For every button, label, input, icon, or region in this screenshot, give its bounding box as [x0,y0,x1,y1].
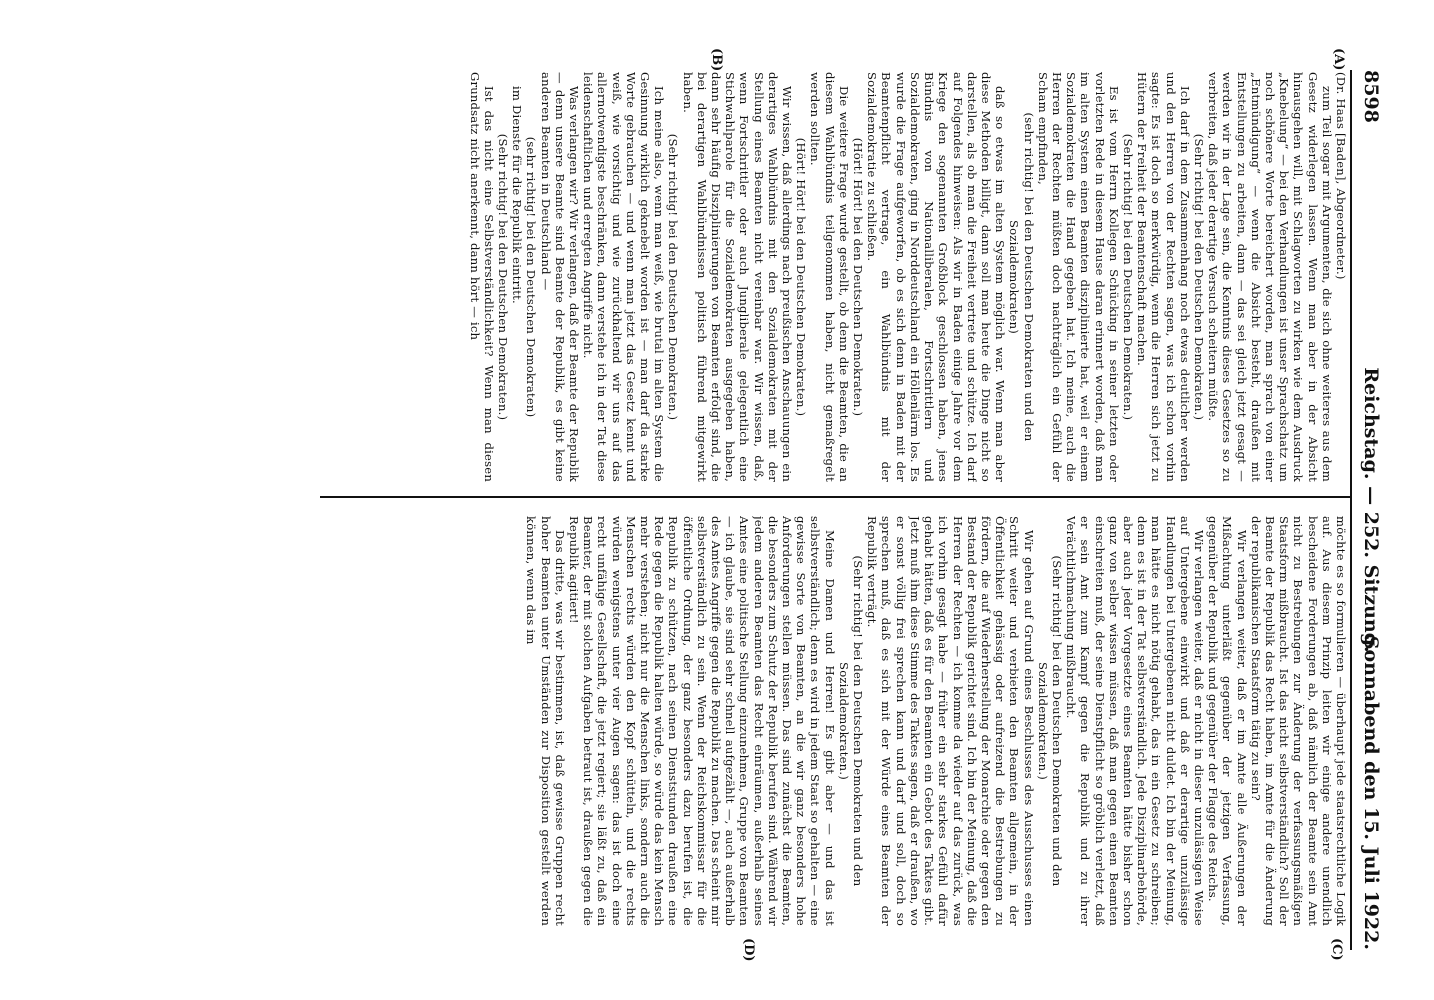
paragraph: Was verlangen wir? Wir verlangen, daß der Beamte der Republik — denn unsere Beamte sind Beamte der Republik, es gibt keine anderen Beamten in Deutschland — [538,72,582,482]
paragraph: Ich darf in dem Zusammenhang noch etwas deutlicher werden und den Herren von der Rechten sagen, was ich schon vorhin sagte: Es ist doch so merkwürdig, wenn die Herren sich jetzt zu Hütern der Freiheit der Beamtenschaft machen. [1135,72,1192,482]
margin-mark-d: (D) [741,938,756,962]
interjection: (Hört! Hört! bei den Deutschen Demokraten.) [794,137,809,417]
paragraph: Wir verlangen weiter, daß er im Amte alle Äußerungen der Mißachtung unterläßt gegenüber der jetzigen Verfassung, gegenüber der Republik und gegenüber der Flagge des Reichs. [1206,516,1249,926]
paragraph: Ist das nicht eine Selbstverständlichkeit? Wenn man diesen Grundsatz nicht anerkennt, dann hört — ich [467,72,496,482]
interjection: (Sehr richtig! bei den Deutschen Demokraten und den Sozialdemokraten.) [836,555,866,887]
interjection: (Sehr richtig! bei den Deutschen Demokraten.) [496,133,511,421]
paragraph: Ich meine also, wenn man weiß, wie brutal im alten System die Gesinnung wirklich geknebelt worden ist — man darf da starke Worte gebrauchen — und wenn man jetzt das Gesetz kennt und weiß, wie vorsichtig und wie zurückhaltend wir uns auf das allernotwendigste beschränken, dann verstehe ich in der Tat diese leidenschaftlichen und erregten Angriffe nicht. [581,72,667,482]
paragraph: Meine Damen und Herren! Es gibt aber — und das ist selbstverständlich; denn es wird in jedem Staat so gehalten — eine gewisse Sorte von Beamten, an die wir ganz besonders hohe Anforderungen stellen müssen. Das sind zunächst die Beamten, die besonders zum Schutz der Republik berufen sind. Während wir jedem anderen Beamten das Recht einräumen, außerhalb seines Amtes eine politische Stellung einzunehmen, Gruppe von Beamten — ich glaube, sie sind sehr schnell aufgezählt —, auch außerhalb des Amtes Angriffe gegen die Republik zu machen. Das scheint mir selbstverständlich zu sein. Wenn der Reichskommissar für die öffentliche Ordnung, der ganz besonders dazu berufen ist, die Republik zu schützen, nach seinen Dienststunden draußen eine Rede gegen die Republik halten würde, so würde das kein Mensch mehr verstehen; nicht nur die Menschen links, sondern auch die Menschen rechts würden den Kopf schütteln, und die rechts würden wenigstens unter vier Augen sagen: das ist doch eine recht unfähige Gesellschaft, die jetzt regiert; sie läßt zu, daß ein Beamter, der mit solchen Aufgaben betraut ist, draußen gegen die Republik agitiert! [567,516,837,926]
margin-mark-a: (A) [1331,48,1346,71]
paragraph: Wir verlangen weiter, daß er nicht in dieser unzulässigen Weise auf Untergebene einwirkt und daß er derartige unzulässige Handlungen bei Untergebenen nicht duldet. Ich bin der Meinung, man hätte es nicht nötig gehabt, das in ein Gesetz zu schreiben; denn es ist in der Tat selbstverständlich. Jede Disziplinarbehörde, aber auch jeder Vorgesetzte eines Beamten hätte bisher schon ganz von selber wissen müssen, daß man gegen einen Beamten einschreiten muß, der seine Dienstpflicht so gröblich verletzt, daß er sein Amt zum Kampf gegen die Republik und zu ihrer Verächtlichmachung mißbraucht. [1064,516,1206,926]
paragraph: daß so etwas im alten System möglich war. Wenn man aber diese Methoden billigt, dann soll man heute die Dinge nicht so darstellen, als ob man die Freiheit vertrete und schütze. Ich darf auf Folgendes hinweisen: Als wir in Baden einige Jahre vor dem Kriege den sogenannten Großblock geschlossen haben, jenes Bündnis von Nationalliberalen, Fortschrittlern und Sozialdemokraten, ging in Norddeutschland ein Höllenlärm los. Es wurde die Frage aufgeworfen, ob es sich denn in Baden mit der Beamtenpflicht vertrage, ein Wahlbündnis mit der Sozialdemokratie zu schließen. [865,72,1008,482]
interjection: (Sehr richtig! bei den Deutschen Demokraten.) [1191,133,1206,421]
interjection: (sehr richtig! bei den Deutschen Demokraten) [524,136,539,418]
paragraph: möchte es so formulieren — überhaupt jede staatsrechtliche Logik auf. Aus diesem Prinzip leiten wir einige andere unendlich bescheidene Forderungen ab, daß nämlich der Beamte sein Amt nicht zu Bestrebungen zur Änderung der verfassungsmäßigen Staatsform mißbraucht. Ist das nicht selbstverständlich? Soll der Beamte der Republik das Recht haben, im Amte für die Änderung der republikanischen Staatsform tätig zu sein? [1248,516,1348,926]
margin-mark-b: (B) [709,48,724,72]
right-column [288,516,1348,926]
paragraph: zum Teil sogar mit Argumenten, die sich ohne weiteres aus dem Gesetz widerlegen lassen. Wenn man aber in der Absicht hinausgehen will, mit Schlagworten zu wirken wie dem Ausdruck „Knebelung“ — bei den Verhandlungen ist unser Sprachschatz um noch schönere Worte bereichert worden, man sprach von einer „Entmündigung“ — wenn die Absicht besteht, draußen mit Entstellungen zu arbeiten, dann — das sei gleich jetzt gesagt — werden wir in der Lage sein, die Kenntnis dieses Gesetzes so zu verbreiten, daß jeder derartige Versuch scheitern müßte. [1206,72,1334,482]
margin-mark-c: (C) [1329,938,1344,961]
paragraph: (Dr. Haas [Baden], Abgeordneter.) [1334,72,1348,280]
interjection: (Hört! Hört! bei den Deutschen Demokraten.) [851,137,866,417]
paragraph: im Dienste für die Republik eintritt. [510,86,525,304]
page-header [1350,70,1392,950]
paragraph: Wir gehen auf Grund eines Beschlusses des Ausschusses einen Schritt weiter und verbieten den Beamten allgemein, in der Öffentlichkeit gehässig oder aufreizend die Bestrebungen zu fördern, die auf Wiederherstellung der Monarchie oder gegen den Bestand der Republik gerichtet sind. Ich bin der Meinung, daß die Herren der Rechten — ich komme da wieder auf das zurück, was ich vorhin gesagt habe — früher ein sehr starkes Gefühl dafür gehabt hätten, daß es für den Beamten ein Gebot des Taktes gibt. Jetzt muß ihm diese Stimme des Taktes sagen, daß er draußen, wo er sonst völlig frei sprechen kann und darf und soll, doch so sprechen muß, daß es sich mit der Würde eines Beamten der Republik verträgt. [865,516,1036,926]
session-date: Sonnabend den 15. Juli 1922. [1360,635,1382,950]
paragraph: Die weitere Frage wurde gestellt, ob denn die Beamten, die an diesem Wahlbündnis teilgenommen haben, nicht gemaßregelt werden sollten. [808,72,851,482]
page-title: Reichstag. — 252. Sitzung. [1360,367,1382,653]
interjection: (sehr richtig! bei den Deutschen Demokraten und den Sozialdemokraten) [1007,112,1036,442]
paragraph: Wir wissen, daß allerdings nach preußischen Anschauungen ein derartiges Wahlbündnis mit den Sozialdemokraten mit der Stellung eines Beamten nicht vereinbar war. Wir wissen, daß, wenn Fortschrittler oder auch Jungliberale gelegentlich eine Stichwahlparole für die Sozialdemokraten ausgegeben haben, dann sehr häufig Disziplinierungen von Beamten erfolgt sind, die bei derartigen Wahlbündnissen politisch führend mitgewirkt haben. [680,72,795,482]
paragraph: Das dritte, was wir bestimmen, ist, daß gewisse Gruppen recht hoher Beamten unter Umständen zur Disposition gestellt werden können, wenn das im [524,516,567,926]
paragraph: Es ist vom Herrn Kollegen Schücking in seiner letzten oder vorletzten Rede in diesem Hause daran erinnert worden, daß man im alten System einen Beamten disziplinierte hat, weil er einem Sozialdemokraten die Hand gegeben hat. Ich meine, auch die Herren der Rechten müßten doch nachträglich ein Gefühl der Scham empfinden, [1035,72,1121,482]
interjection: (Sehr richtig! bei den Deutschen Demokraten und den Sozialdemokraten.) [1035,555,1064,887]
column-divider [320,496,1350,498]
interjection: (Sehr richtig! bei den Deutschen Demokraten.) [666,133,681,421]
interjection: (Sehr richtig! bei den Deutschen Demokraten.) [1120,133,1135,421]
left-column [288,72,1348,482]
page-number: 8598 [1360,70,1382,123]
